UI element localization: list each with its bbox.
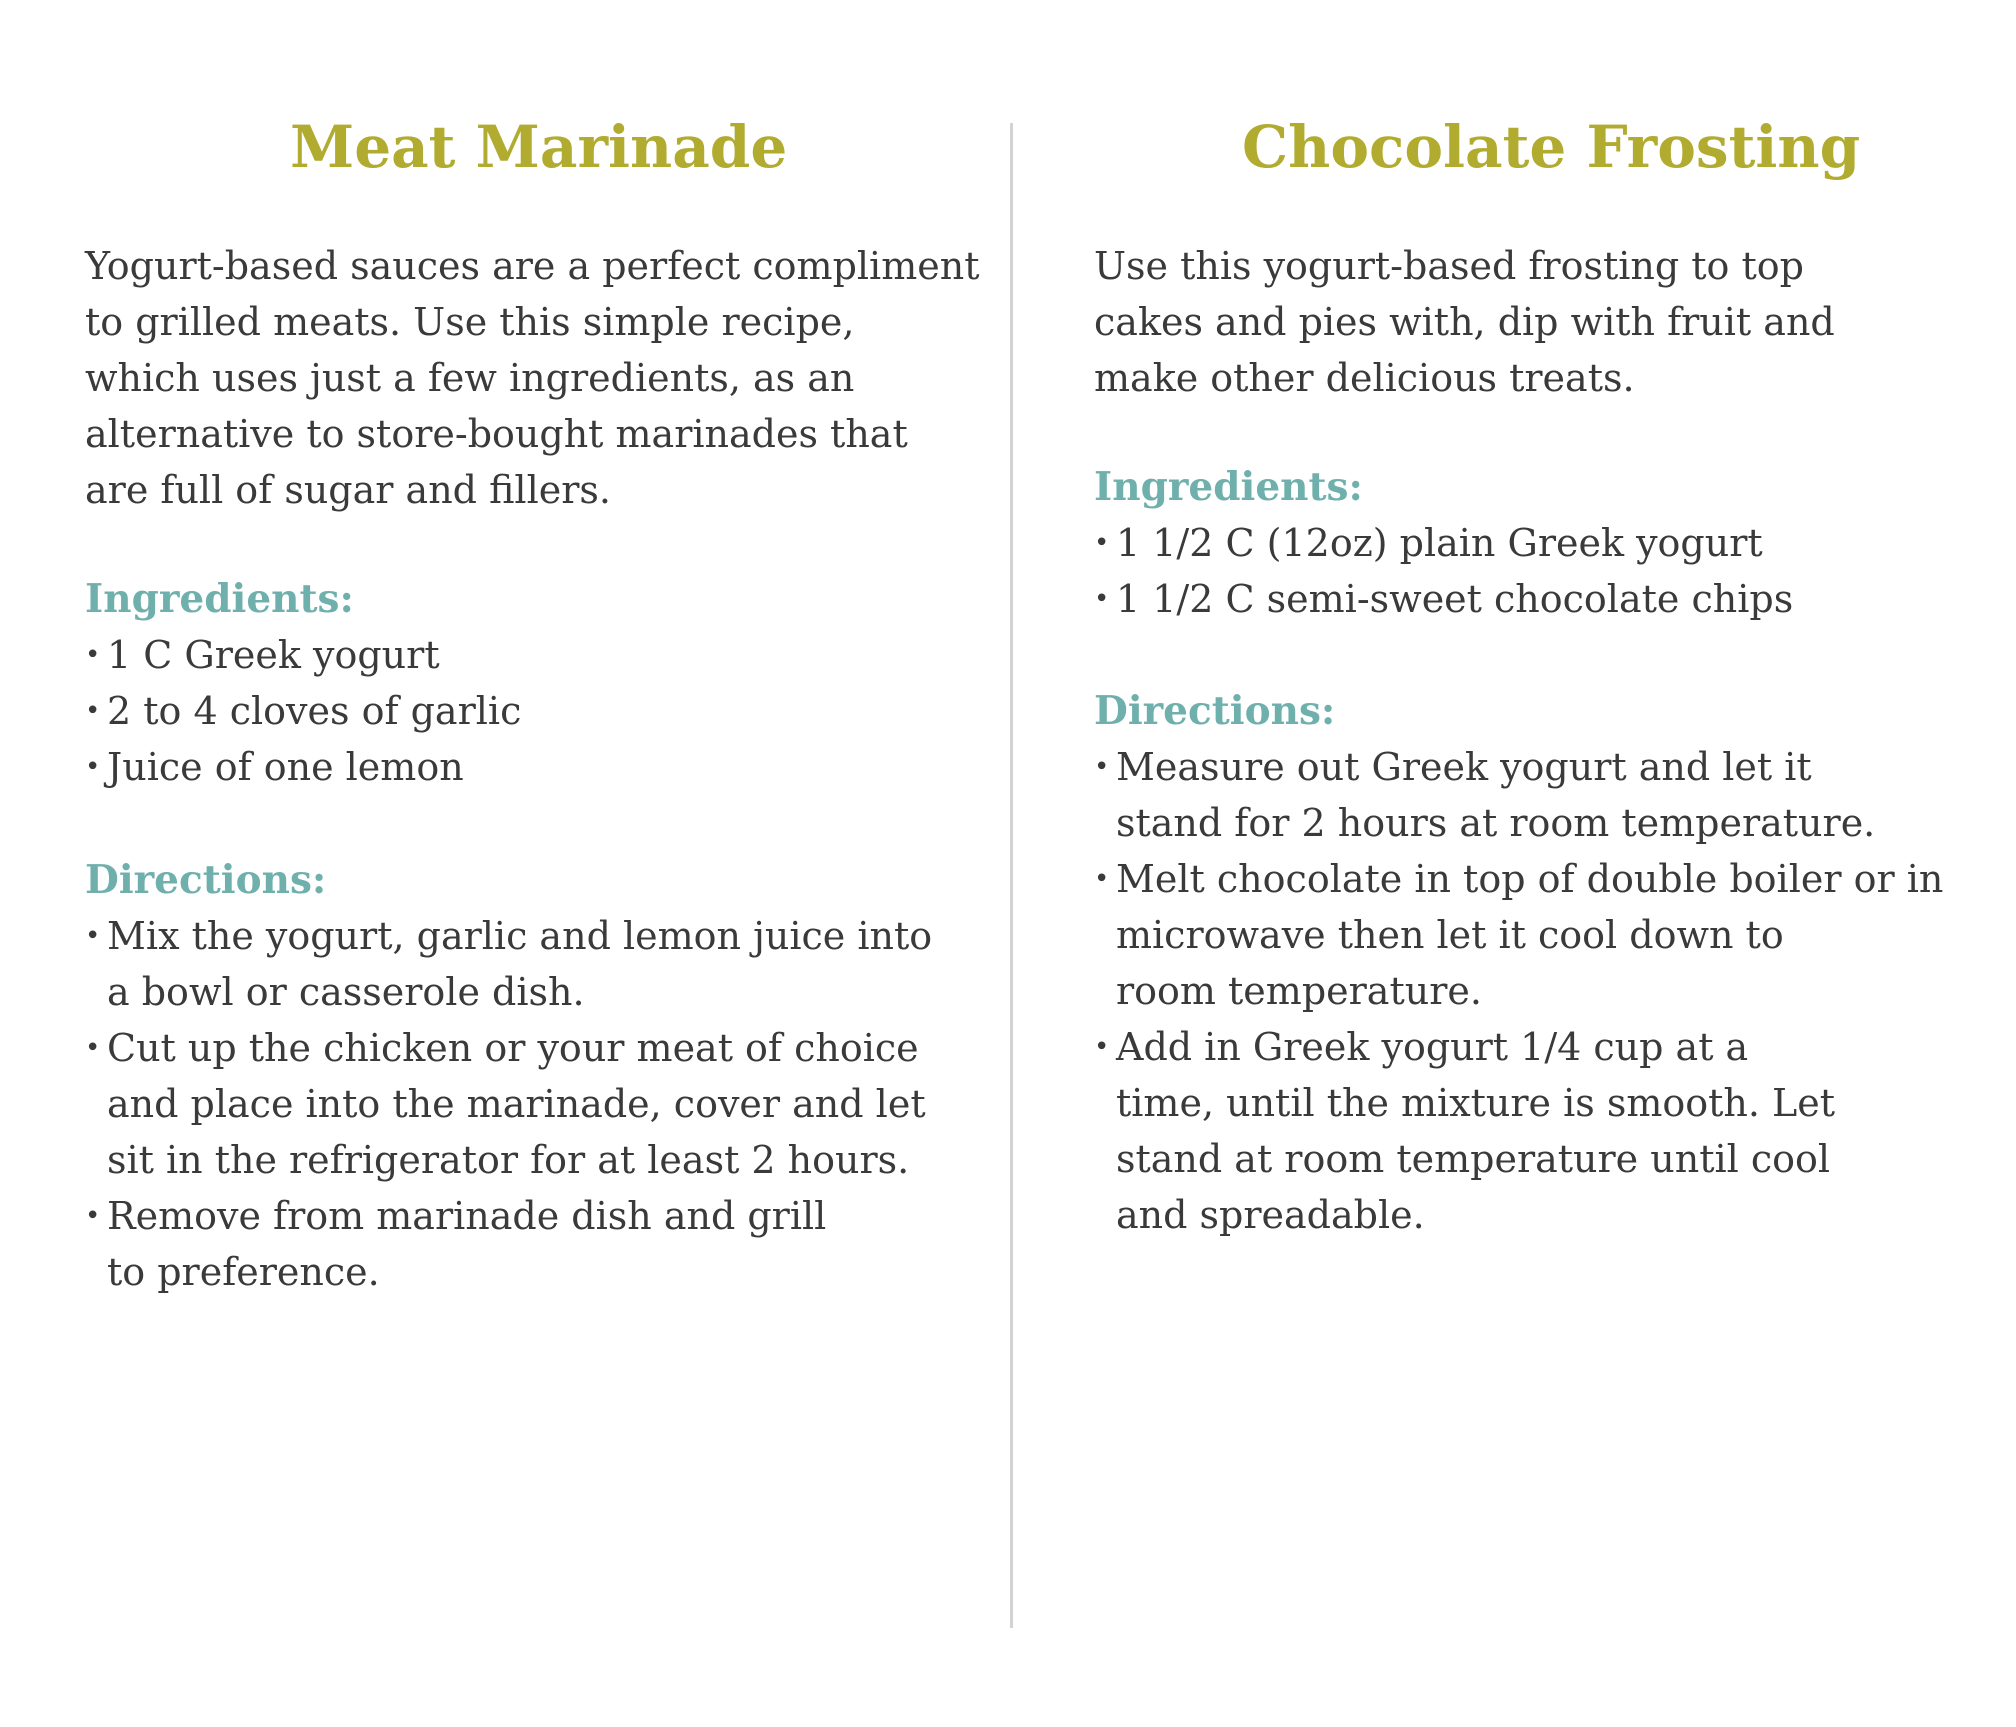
intro-line: alternative to store-bought marinades that <box>85 412 908 456</box>
intro-line: cakes and pies with, dip with fruit and <box>1094 300 1835 344</box>
column-divider <box>1010 123 1013 1628</box>
intro-line: which uses just a few ingredients, as an <box>85 356 855 400</box>
ingredients-list <box>1094 515 1793 627</box>
intro-line: Yogurt-based sauces are a perfect compliment <box>85 244 980 288</box>
ingredient-item: • 1 1/2 C (12oz) plain Greek yogurt <box>1094 515 1793 571</box>
recipe-title: Meat Marinade <box>290 113 788 181</box>
intro-line: to grilled meats. Use this simple recipe, <box>85 300 855 344</box>
directions-list <box>85 908 932 1300</box>
ingredient-item: • Juice of one lemon <box>85 739 521 795</box>
directions-list <box>1094 739 1943 1243</box>
intro-line: Use this yogurt-based frosting to top <box>1094 244 1804 288</box>
recipe-intro <box>85 238 979 518</box>
direction-step: • Mix the yogurt, garlic and lemon juice into a bowl or casserole dish. <box>85 908 932 1020</box>
intro-line: are full of sugar and fillers. <box>85 468 611 512</box>
recipe-title: Chocolate Frosting <box>1242 113 1861 181</box>
direction-step: • Measure out Greek yogurt and let it stand for 2 hours at room temperature. <box>1094 739 1943 851</box>
direction-step: • Remove from marinade dish and grill to preference. <box>85 1188 932 1300</box>
direction-step: • Cut up the chicken or your meat of choice and place into the marinade, cover and let sit in the refrigerator for at least 2 hours. <box>85 1020 932 1188</box>
recipe-intro <box>1094 238 1835 406</box>
direction-step: • Add in Greek yogurt 1/4 cup at a time, until the mixture is smooth. Let stand at room temperature until cool and spreadable. <box>1094 1019 1943 1243</box>
directions-heading: Directions: <box>1094 688 1336 734</box>
ingredients-list <box>85 627 521 795</box>
ingredients-heading: Ingredients: <box>1094 464 1363 510</box>
intro-line: make other delicious treats. <box>1094 356 1635 400</box>
ingredient-item: • 1 1/2 C semi-sweet chocolate chips <box>1094 571 1793 627</box>
ingredient-item: • 2 to 4 cloves of garlic <box>85 683 521 739</box>
ingredient-item: • 1 C Greek yogurt <box>85 627 521 683</box>
directions-heading: Directions: <box>85 857 327 903</box>
ingredients-heading: Ingredients: <box>85 576 354 622</box>
direction-step: • Melt chocolate in top of double boiler or in microwave then let it cool down to room temperature. <box>1094 851 1943 1019</box>
